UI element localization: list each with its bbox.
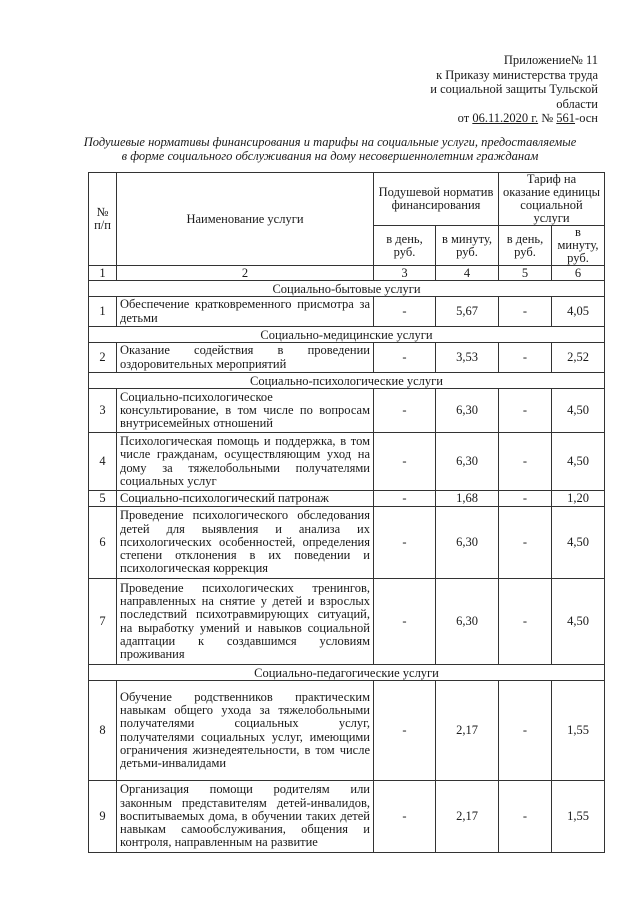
header-num: № п/п xyxy=(89,173,117,266)
header-per-minute: в минуту, руб. xyxy=(436,226,499,266)
title-line: Подушевые нормативы финансирования и тарифы на социальные услуги, предоставляемые xyxy=(83,135,577,149)
service-name: Проведение психологического обследования детей для выявления и анализа их психологических особенностей, определения степени отклонения в их поведении и психологическая коррекция xyxy=(117,507,374,579)
service-name: Оказание содействия в проведении оздоровительных мероприятий xyxy=(117,343,374,373)
table-row xyxy=(89,343,605,373)
title-line: в форме социального обслуживания на дому несовершеннолетним гражданам xyxy=(121,149,539,163)
table-row xyxy=(89,507,605,579)
column-index: 5 xyxy=(499,266,552,281)
row-number: 8 xyxy=(89,681,117,781)
row-number: 4 xyxy=(89,433,117,491)
service-name: Социально-психологический патронаж xyxy=(117,491,374,507)
service-name: Социально-психологическое консультирование, в том числе по вопросам внутрисемейных отношений xyxy=(117,389,374,433)
appendix-block xyxy=(368,53,598,126)
section-row xyxy=(89,665,605,681)
per-minute-tariff: 4,50 xyxy=(552,389,605,433)
service-name: Проведение психологических тренингов, направленных на снятие у детей и взрослых последствий психотравмирующих ситуаций, на выработку умений и навыков социальной адаптации к создавшимся условиям проживания xyxy=(117,579,374,665)
row-number: 6 xyxy=(89,507,117,579)
per-day-tariff: - xyxy=(499,343,552,373)
appendix-line: области xyxy=(556,96,598,111)
header-per-day: в день, руб. xyxy=(374,226,436,266)
section-title: Социально-медицинские услуги xyxy=(89,327,605,343)
per-day-financing: - xyxy=(374,491,436,507)
table-row xyxy=(89,681,605,781)
table-row xyxy=(89,389,605,433)
order-suffix: -осн xyxy=(575,111,598,125)
section-row xyxy=(89,327,605,343)
per-day-tariff: - xyxy=(499,681,552,781)
section-row xyxy=(89,373,605,389)
per-day-financing: - xyxy=(374,297,436,327)
per-minute-financing: 5,67 xyxy=(436,297,499,327)
per-minute-tariff: 1,20 xyxy=(552,491,605,507)
column-index: 2 xyxy=(117,266,374,281)
per-minute-tariff: 2,52 xyxy=(552,343,605,373)
per-minute-tariff: 1,55 xyxy=(552,781,605,853)
document-title xyxy=(60,135,600,163)
column-index: 6 xyxy=(552,266,605,281)
service-name: Обучение родственников практическим навыкам общего ухода за тяжелобольными получателями социальных услуг, получателями социальных услуг, имеющими ограничения жизнедеятельности, в том числе детьми-инвалидами xyxy=(117,681,374,781)
section-title: Социально-бытовые услуги xyxy=(89,281,605,297)
per-day-tariff: - xyxy=(499,491,552,507)
per-day-financing: - xyxy=(374,681,436,781)
row-number: 3 xyxy=(89,389,117,433)
section-row xyxy=(89,281,605,297)
section-title: Социально-педагогические услуги xyxy=(89,665,605,681)
service-name: Организация помощи родителям или законным представителям детей-инвалидов, воспитываемых дома, в обучении таких детей навыкам самообслуживания, общения и контроля, направленным на развитие xyxy=(117,781,374,853)
per-day-financing: - xyxy=(374,343,436,373)
table-row xyxy=(89,433,605,491)
per-minute-financing: 6,30 xyxy=(436,433,499,491)
header-name: Наименование услуги xyxy=(117,173,374,266)
per-day-financing: - xyxy=(374,389,436,433)
per-minute-financing: 3,53 xyxy=(436,343,499,373)
per-minute-tariff: 1,55 xyxy=(552,681,605,781)
per-day-tariff: - xyxy=(499,507,552,579)
table-row xyxy=(89,781,605,853)
section-title: Социально-психологические услуги xyxy=(89,373,605,389)
table-row xyxy=(89,297,605,327)
column-index: 1 xyxy=(89,266,117,281)
row-number: 1 xyxy=(89,297,117,327)
table-row xyxy=(89,491,605,507)
service-name: Психологическая помощь и поддержка, в том числе гражданам, осуществляющим уход на дому за тяжелобольными получателями социальных услуг xyxy=(117,433,374,491)
per-day-tariff: - xyxy=(499,389,552,433)
per-day-financing: - xyxy=(374,433,436,491)
order-prefix: от xyxy=(457,111,473,125)
row-number: 9 xyxy=(89,781,117,853)
order-date: 06.11.2020 г. xyxy=(472,111,539,125)
appendix-line: к Приказу министерства труда xyxy=(436,67,598,82)
per-day-financing: - xyxy=(374,579,436,665)
tariffs-table xyxy=(88,172,605,853)
per-day-financing: - xyxy=(374,781,436,853)
row-number: 7 xyxy=(89,579,117,665)
per-day-tariff: - xyxy=(499,781,552,853)
service-name: Обеспечение кратковременного присмотра за детьми xyxy=(117,297,374,327)
per-minute-tariff: 4,05 xyxy=(552,297,605,327)
per-minute-tariff: 4,50 xyxy=(552,579,605,665)
per-minute-financing: 6,30 xyxy=(436,507,499,579)
per-day-tariff: - xyxy=(499,297,552,327)
header-financing: Подушевой норматив финансирования xyxy=(374,173,499,226)
appendix-line: Приложение№ 11 xyxy=(503,53,598,67)
header-tariff: Тариф на оказание единицы социальной услуги xyxy=(499,173,605,226)
per-minute-financing: 6,30 xyxy=(436,389,499,433)
column-index: 4 xyxy=(436,266,499,281)
per-minute-financing: 6,30 xyxy=(436,579,499,665)
per-minute-financing: 2,17 xyxy=(436,781,499,853)
per-minute-financing: 2,17 xyxy=(436,681,499,781)
per-minute-financing: 1,68 xyxy=(436,491,499,507)
order-number: 561 xyxy=(556,111,576,125)
table-row xyxy=(89,579,605,665)
row-number: 2 xyxy=(89,343,117,373)
per-minute-tariff: 4,50 xyxy=(552,507,605,579)
column-index: 3 xyxy=(374,266,436,281)
header-per-day: в день, руб. xyxy=(499,226,552,266)
appendix-line: и социальной защиты Тульской xyxy=(430,82,598,96)
row-number: 5 xyxy=(89,491,117,507)
order-mid: № xyxy=(538,111,557,125)
appendix-order-line xyxy=(368,111,598,126)
column-index-row xyxy=(89,266,605,281)
per-day-tariff: - xyxy=(499,579,552,665)
per-day-financing: - xyxy=(374,507,436,579)
per-day-tariff: - xyxy=(499,433,552,491)
header-per-minute: в минуту, руб. xyxy=(552,226,605,266)
per-minute-tariff: 4,50 xyxy=(552,433,605,491)
